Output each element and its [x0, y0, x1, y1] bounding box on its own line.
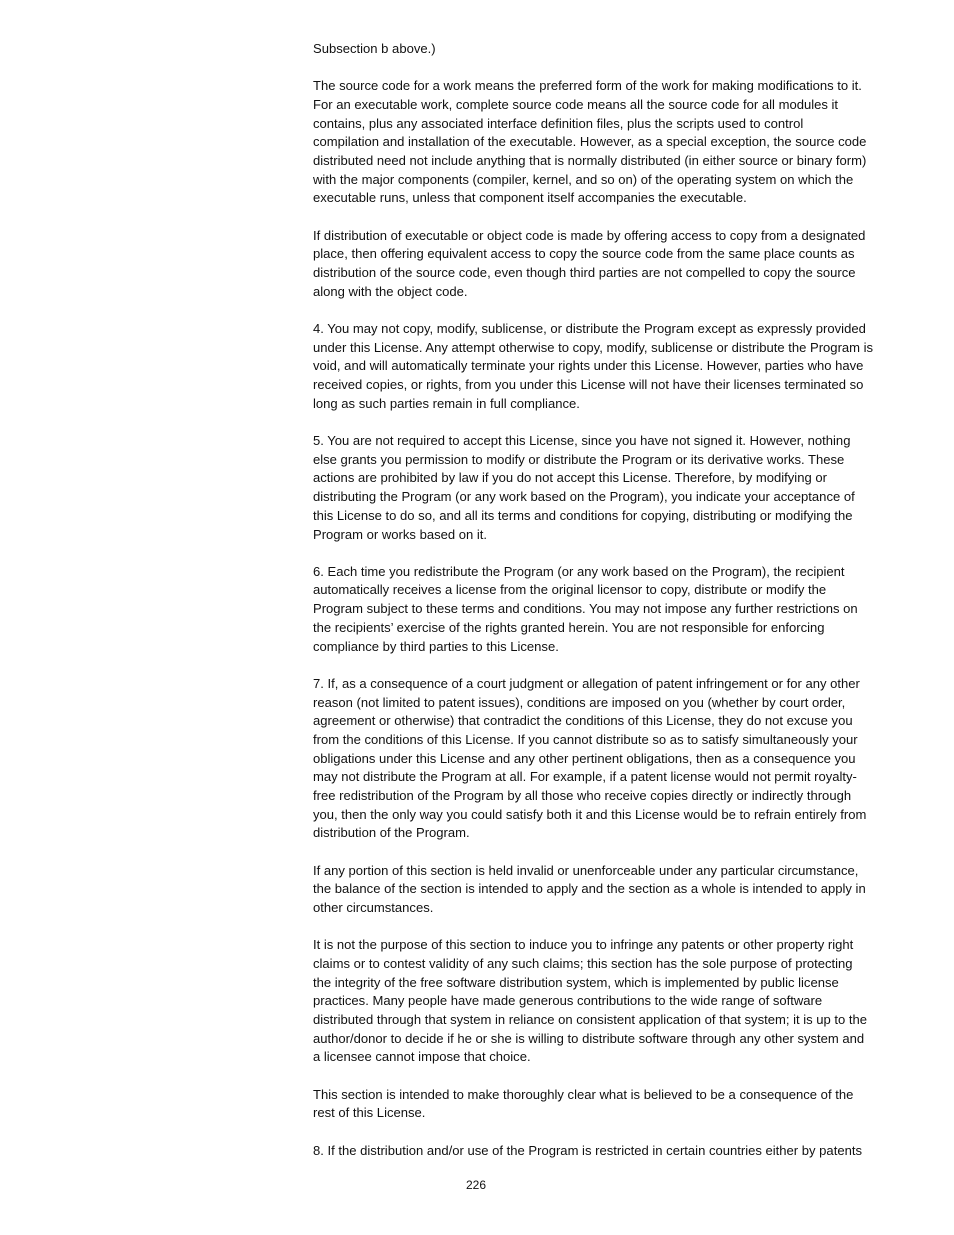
- text-line: void, and will automatically terminate your rights under this License. However, parties who have: [313, 358, 864, 374]
- text-line: long as such parties remain in full compliance.: [313, 395, 580, 411]
- text-line: other circumstances.: [313, 899, 434, 915]
- text-line: Program or works based on it.: [313, 526, 488, 542]
- text-line: This section is intended to make thoroughly clear what is believed to be a consequence of the: [313, 1086, 854, 1102]
- text-line: rest of this License.: [313, 1105, 426, 1121]
- text-line: 8. If the distribution and/or use of the Program is restricted in certain countries either by patents: [313, 1142, 862, 1158]
- paragraph: [313, 432, 925, 544]
- text-line: It is not the purpose of this section to induce you to infringe any patents or other property right: [313, 937, 854, 953]
- paragraph: [313, 862, 925, 918]
- text-line: obligations under this License and any other pertinent obligations, then as a consequence you: [313, 750, 856, 766]
- text-line: the balance of the section is intended to apply and the section as a whole is intended to apply in: [313, 881, 866, 897]
- text-line: place, then offering equivalent access to copy the source code from the same place counts as: [313, 246, 855, 262]
- paragraph: [313, 675, 925, 843]
- text-line: may not distribute the Program at all. For example, if a patent license would not permit royalty-: [313, 769, 857, 785]
- text-line: free redistribution of the Program by all those who receive copies directly or indirectly through: [313, 787, 852, 803]
- text-line: For an executable work, complete source code means all the source code for all modules it: [313, 96, 839, 112]
- text-line: the integrity of the free software distribution system, which is implemented by public license: [313, 974, 839, 990]
- text-line: along with the object code.: [313, 283, 468, 299]
- text-line: automatically receives a license from the original licensor to copy, distribute or modify the: [313, 582, 827, 598]
- text-line: this License to do so, and all its terms and conditions for copying, distributing or modifying the: [313, 507, 853, 523]
- text-line: author/donor to decide if he or she is willing to distribute software through any other system and: [313, 1030, 865, 1046]
- text-line: distributed through that system in reliance on consistent application of that system; it is up to the: [313, 1012, 868, 1027]
- text-line: Subsection b above.): [313, 41, 436, 56]
- text-line: a licensee cannot impose that choice.: [313, 1049, 531, 1065]
- text-line: the recipients’ exercise of the rights granted herein. You are not responsible for enforcing: [313, 619, 825, 635]
- text-line: practices. Many people have made generous contributions to the wide range of software: [313, 993, 823, 1009]
- text-line: distribution of the source code, even though third parties are not compelled to copy the source: [313, 265, 856, 281]
- text-line: from the conditions of this License. If you cannot distribute so as to satisfy simultaneously your: [313, 731, 858, 747]
- paragraph: [313, 320, 925, 413]
- text-line: actions are prohibited by law if you do not accept this License. Therefore, by modifying or: [313, 470, 827, 486]
- text-line: The source code for a work means the preferred form of the work for making modifications to it.: [313, 78, 862, 94]
- text-line: distributed need not include anything that is normally distributed (in either source or binary form): [313, 153, 867, 169]
- text-line: distribution of the Program.: [313, 825, 470, 841]
- paragraph: [313, 40, 925, 59]
- text-line: compliance by third parties to this License.: [313, 638, 559, 654]
- text-line: contains, plus any associated interface definition files, plus the scripts used to control: [313, 115, 804, 131]
- page-number: 226: [466, 1178, 487, 1192]
- text-line: 5. You are not required to accept this License, since you have not signed it. However, nothing: [313, 433, 851, 449]
- text-line: under this License. Any attempt otherwise to copy, modify, sublicense or distribute the Program is: [313, 339, 874, 355]
- text-line: 4. You may not copy, modify, sublicense, or distribute the Program except as expressly provided: [313, 321, 866, 337]
- text-line: 6. Each time you redistribute the Program (or any work based on the Program), the recipient: [313, 563, 845, 579]
- paragraph: [313, 936, 925, 1067]
- text-line: If distribution of executable or object code is made by offering access to copy from a designated: [313, 227, 866, 243]
- text-line: If any portion of this section is held invalid or unenforceable under any particular circumstance,: [313, 862, 859, 878]
- paragraph: [313, 1142, 925, 1161]
- text-line: 7. If, as a consequence of a court judgment or allegation of patent infringement or for any other: [313, 675, 860, 691]
- text-line: agreement or otherwise) that contradict the conditions of this License, they do not excuse you: [313, 713, 853, 729]
- text-line: with the major components (compiler, kernel, and so on) of the operating system on which the: [313, 171, 854, 187]
- text-line: Program subject to these terms and conditions. You may not impose any further restrictions on: [313, 601, 858, 617]
- text-line: reason (not limited to patent issues), conditions are imposed on you (whether by court order,: [313, 694, 846, 710]
- paragraph: [313, 77, 925, 208]
- paragraph: [313, 1086, 925, 1123]
- paragraph: [313, 227, 925, 302]
- text-line: else grants you permission to modify or distribute the Program or its derivative works. These: [313, 451, 845, 467]
- text-line: compilation and installation of the executable. However, as a special exception, the source code: [313, 134, 867, 150]
- text-line: you, then the only way you could satisfy both it and this License would be to refrain entirely from: [313, 806, 867, 822]
- text-line: distributing the Program (or any work based on the Program), you indicate your acceptance of: [313, 489, 855, 505]
- document-body: [313, 40, 925, 1179]
- paragraph: [313, 563, 925, 656]
- text-line: received copies, or rights, from you under this License will not have their licenses terminated so: [313, 377, 864, 393]
- text-line: claims or to contest validity of any such claims; this section has the sole purpose of protecting: [313, 955, 853, 971]
- text-line: executable runs, unless that component itself accompanies the executable.: [313, 190, 747, 206]
